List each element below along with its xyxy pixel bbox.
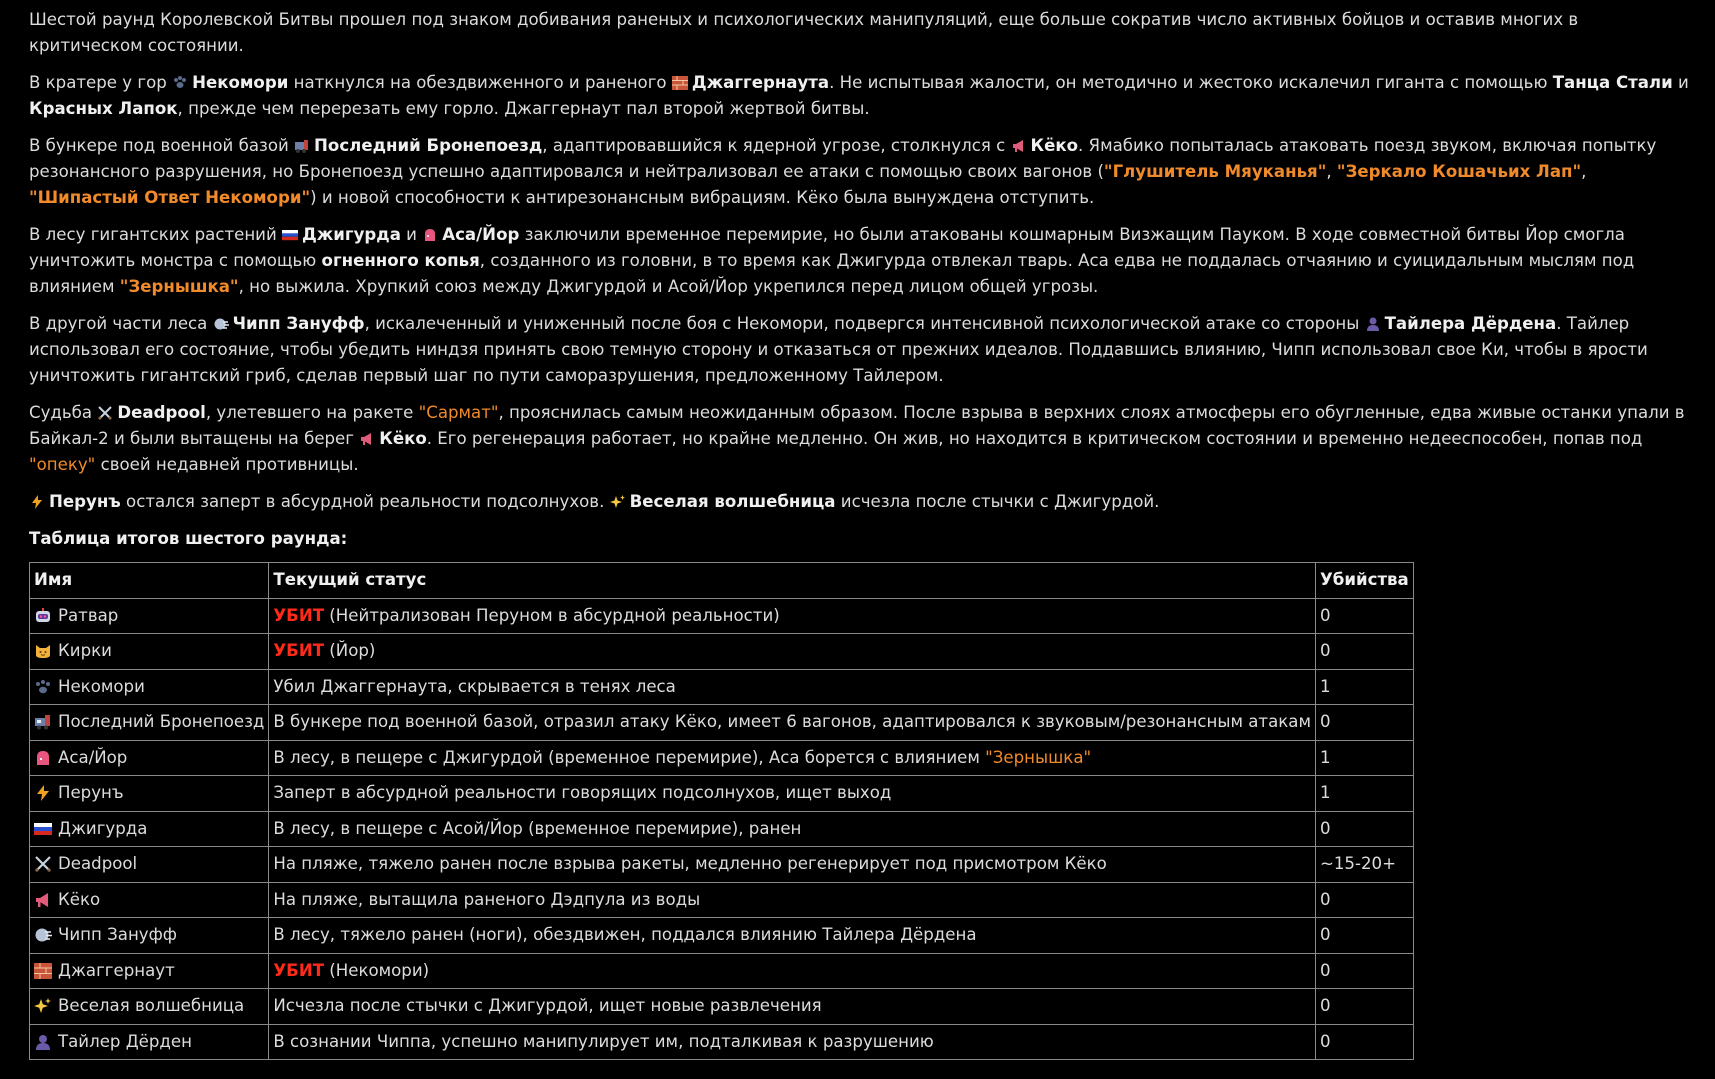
table-title: Таблица итогов шестого раунда: xyxy=(29,529,348,548)
cell-status xyxy=(269,669,1316,705)
participant-name: Перунъ xyxy=(58,783,124,803)
cell-status xyxy=(269,918,1316,954)
silhouette-icon xyxy=(1365,316,1381,332)
cell-name xyxy=(30,634,269,670)
crossed-swords-icon xyxy=(97,405,113,421)
cell-kills: 0 xyxy=(1315,989,1413,1025)
participant-name: Аса/Йор xyxy=(58,747,128,767)
participant-name: Кирки xyxy=(58,641,112,661)
silhouette-icon xyxy=(34,1033,52,1051)
paragraph-intro: Шестой раунд Королевской Битвы прошел под знаком добивания раненых и психологических манипуляций, еще больше сократив число активных бойцов и оставив многих в критическом состоянии. xyxy=(29,10,1579,55)
sparkles-icon xyxy=(34,997,52,1015)
cell-name xyxy=(30,598,269,634)
cell-status xyxy=(269,1024,1316,1060)
perun-name: Перунъ xyxy=(49,492,121,511)
train-name: Последний Бронепоезд xyxy=(314,136,543,155)
cell-name xyxy=(30,847,269,883)
participant-name: Чипп Зануфф xyxy=(58,925,177,945)
crossed-swords-icon xyxy=(34,855,52,873)
juggernaut-name: Джаггернаута xyxy=(691,73,830,92)
table-row xyxy=(30,776,1414,812)
megaphone-icon xyxy=(359,431,375,447)
killed-badge: УБИТ xyxy=(273,641,325,661)
tyler-name: Тайлера Дёрдена xyxy=(1384,314,1557,333)
cell-kills: 0 xyxy=(1315,1024,1413,1060)
participant-name: Джаггернаут xyxy=(58,960,175,980)
wind-face-icon xyxy=(34,926,52,944)
paw-prints-icon xyxy=(172,75,188,91)
table-row xyxy=(30,847,1414,883)
participant-name: Кёко xyxy=(58,889,101,909)
cell-name xyxy=(30,953,269,989)
table-row xyxy=(30,740,1414,776)
cell-name xyxy=(30,705,269,741)
table-row xyxy=(30,989,1414,1025)
cell-kills: ~15-20+ xyxy=(1315,847,1413,883)
sparkles-icon xyxy=(610,494,626,510)
status-text: На пляже, вытащила раненого Дэдпула из воды xyxy=(273,889,701,909)
cell-name xyxy=(30,882,269,918)
cell-kills: 0 xyxy=(1315,953,1413,989)
wind-face-icon xyxy=(213,316,229,332)
status-text: Убил Джаггернаута, скрывается в тенях леса xyxy=(273,676,676,696)
lightning-icon xyxy=(34,784,52,802)
killed-badge: УБИТ xyxy=(273,960,325,980)
header-kills: Убийства xyxy=(1315,563,1413,599)
cell-kills: 1 xyxy=(1315,669,1413,705)
table-row xyxy=(30,598,1414,634)
status-text: Заперт в абсурдной реальности говорящих подсолнухов, ищет выход xyxy=(273,783,892,803)
table-row xyxy=(30,918,1414,954)
pink-bag-icon xyxy=(422,227,438,243)
status-text: (Некомори) xyxy=(324,960,430,980)
chipp-name: Чипп Зануфф xyxy=(232,314,365,333)
cell-status xyxy=(269,776,1316,812)
status-text: (Йор) xyxy=(324,641,376,661)
cell-name xyxy=(30,669,269,705)
chat-message xyxy=(29,7,1695,1060)
cell-kills: 0 xyxy=(1315,634,1413,670)
locomotive-icon xyxy=(294,138,310,154)
cell-name xyxy=(30,1024,269,1060)
table-row xyxy=(30,882,1414,918)
pink-bag-icon xyxy=(34,749,52,767)
table-row xyxy=(30,669,1414,705)
status-text: На пляже, тяжело ранен после взрыва ракеты, медленно регенерирует под присмотром Кёко xyxy=(273,854,1107,874)
participant-name: Ратвар xyxy=(58,605,119,625)
asa-name: Аса/Йор xyxy=(442,225,520,244)
status-text: В сознании Чиппа, успешно манипулирует им, подталкивая к разрушению xyxy=(273,1031,934,1051)
table-row xyxy=(30,634,1414,670)
participant-name: Последний Бронепоезд xyxy=(58,712,265,732)
cell-status xyxy=(269,882,1316,918)
header-status: Текущий статус xyxy=(269,563,1316,599)
results-table xyxy=(29,562,1414,1060)
dzhigurda-name: Джигурда xyxy=(302,225,401,244)
locomotive-icon xyxy=(34,713,52,731)
deadpool-name: Deadpool xyxy=(117,403,206,422)
brick-icon xyxy=(672,75,688,91)
cell-name xyxy=(30,740,269,776)
cell-status xyxy=(269,705,1316,741)
participant-name: Deadpool xyxy=(58,854,138,874)
cell-status xyxy=(269,989,1316,1025)
table-row xyxy=(30,953,1414,989)
table-row xyxy=(30,1024,1414,1060)
nekomori-name: Некомори xyxy=(192,73,289,92)
paragraph-perun: Перунъ остался заперт в абсурдной реальности подсолнухов. Веселая волшебница исчезла после стычки с Джигурдой. xyxy=(29,489,1695,515)
table-row xyxy=(30,705,1414,741)
status-text: Исчезла после стычки с Джигурдой, ищет новые развлечения xyxy=(273,996,822,1016)
keko-name: Кёко xyxy=(379,429,427,448)
cat-face-icon xyxy=(34,642,52,660)
cell-name xyxy=(30,989,269,1025)
cell-status xyxy=(269,953,1316,989)
status-text: В лесу, в пещере с Джигурдой (временное перемирие), Аса борется с влиянием xyxy=(273,747,986,767)
killed-badge: УБИТ xyxy=(273,605,325,625)
cell-kills: 1 xyxy=(1315,740,1413,776)
participant-name: Джигурда xyxy=(58,818,148,838)
cell-status xyxy=(269,847,1316,883)
russia-flag-icon xyxy=(282,227,298,243)
participant-name: Тайлер Дёрден xyxy=(58,1031,192,1051)
cell-name xyxy=(30,811,269,847)
cell-kills: 0 xyxy=(1315,811,1413,847)
header-name: Имя xyxy=(30,563,269,599)
paragraph-forest: В лесу гигантских растений Джигурда и Аса/Йор заключили временное перемирие, но были атакованы кошмарным Визжащим Пауком. В ходе совместной битвы Йор смогла уничтожить монстра с помощью огненного копья, созданного из головни, в то время как Джигурда отвлекал тварь. Аса едва не поддалась отчаянию и суицидальным мыслям под влиянием "Зернышка", но выжила. Хрупкий союз между Джигурдой и Асой/Йор укрепился перед лицом общей угрозы. xyxy=(29,225,1635,296)
cell-status xyxy=(269,634,1316,670)
cell-status xyxy=(269,811,1316,847)
status-text: В лесу, в пещере с Асой/Йор (временное перемирие), ранен xyxy=(273,818,802,838)
cell-status xyxy=(269,598,1316,634)
megaphone-icon xyxy=(34,891,52,909)
participant-name: Некомори xyxy=(58,676,145,696)
robot-icon xyxy=(34,607,52,625)
cell-name xyxy=(30,918,269,954)
table-row xyxy=(30,811,1414,847)
paragraph-bunker: В бункере под военной базой Последний Бронепоезд, адаптировавшийся к ядерной угрозе, столкнулся с Кёко. Ямабико попыталась атаковать поезд звуком, включая попытку резонансного разрушения, но Бронепоезд успешно адаптировался и нейтрализовал ее атаки с помощью своих вагонов ("Глушитель Мяуканья", "Зеркало Кошачьих Лап", "Шипастый Ответ Некомори") и новой способности к антирезонансным вибрациям. Кёко была вынуждена отступить. xyxy=(29,136,1657,207)
cell-kills: 0 xyxy=(1315,882,1413,918)
status-highlight: "Зернышка" xyxy=(985,747,1092,767)
table-header-row xyxy=(30,563,1414,599)
paragraph-deadpool: Судьба Deadpool, улетевшего на ракете "Сармат", прояснилась самым неожиданным образом. После взрыва в верхних слоях атмосферы его обугленные, едва живые останки упали в Байкал-2 и были вытащены на берег Кёко. Его регенерация работает, но крайне медленно. Он жив, но находится в критическом состоянии и временно недееспособен, попав под "опеку" своей недавней противницы. xyxy=(29,403,1685,474)
russia-flag-icon xyxy=(34,820,52,838)
status-text: В бункере под военной базой, отразил атаку Кёко, имеет 6 вагонов, адаптировался к звуковым/резонансным атакам xyxy=(273,712,1311,732)
cell-status xyxy=(269,740,1316,776)
brick-icon xyxy=(34,962,52,980)
status-text: (Нейтрализован Перуном в абсурдной реальности) xyxy=(324,605,780,625)
paragraph-chipp: В другой части леса Чипп Зануфф, искалеченный и униженный после боя с Некомори, подвергся интенсивной психологической атаке со стороны Тайлера Дёрдена. Тайлер использовал его состояние, чтобы убедить ниндзя принять свою темную сторону и отказаться от прежних идеалов. Поддавшись влиянию, Чипп использовал свое Ки, чтобы в ярости уничтожить гигантский гриб, сделав первый шаг по пути саморазрушения, предложенному Тайлером. xyxy=(29,314,1648,385)
cell-kills: 1 xyxy=(1315,776,1413,812)
cell-kills: 0 xyxy=(1315,598,1413,634)
keko-name: Кёко xyxy=(1030,136,1078,155)
paragraph-crater: В кратере у гор Некомори наткнулся на обездвиженного и раненого Джаггернаута. Не испытывая жалости, он методично и жестоко искалечил гиганта с помощью Танца Стали и Красных Лапок, прежде чем перерезать ему горло. Джаггернаут пал второй жертвой битвы. xyxy=(29,73,1689,118)
cell-kills: 0 xyxy=(1315,918,1413,954)
cell-kills: 0 xyxy=(1315,705,1413,741)
witch-name: Веселая волшебница xyxy=(629,492,836,511)
lightning-icon xyxy=(29,494,45,510)
participant-name: Веселая волшебница xyxy=(58,996,245,1016)
megaphone-icon xyxy=(1011,138,1027,154)
cell-name xyxy=(30,776,269,812)
status-text: В лесу, тяжело ранен (ноги), обездвижен, поддался влиянию Тайлера Дёрдена xyxy=(273,925,977,945)
paw-prints-icon xyxy=(34,678,52,696)
